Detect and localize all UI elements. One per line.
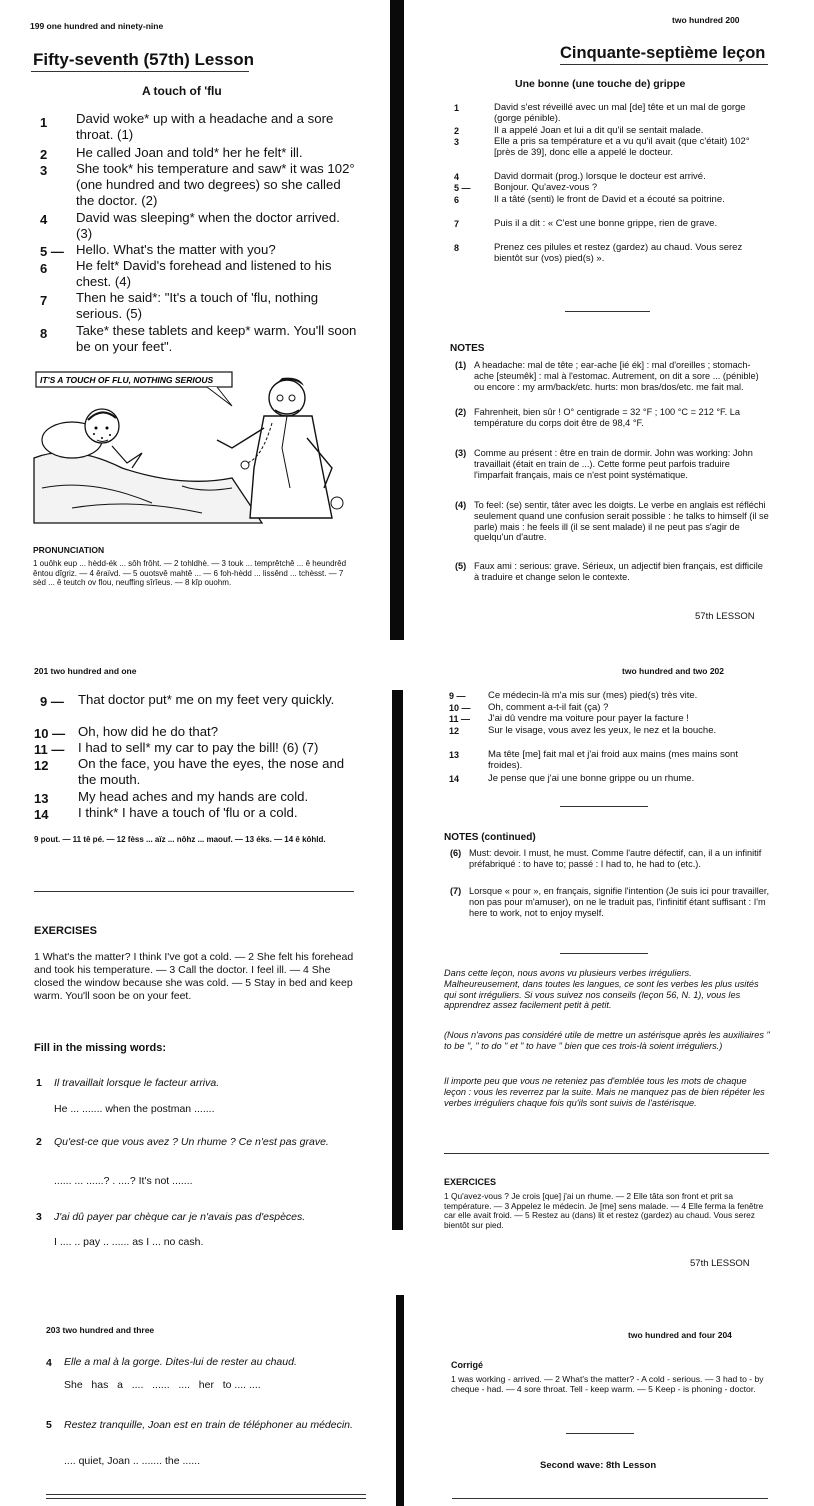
line-number: 4	[454, 172, 460, 182]
second-wave-note: Second wave: 8th Lesson	[540, 1460, 657, 1471]
separator	[560, 806, 648, 807]
french-line: Ce médecin-là m'a mis sur (mes) pied(s) très vite.	[488, 690, 698, 701]
note-text: Fahrenheit, bien sûr ! O° centigrade = 32 °F ; 100 °C = 212 °F. La température du corps doit être de 98,4 °F.	[474, 407, 740, 428]
line-number: 9 —	[40, 694, 64, 709]
exercise-blank[interactable]: .... quiet, Joan .. ....... the ......	[64, 1455, 200, 1467]
page-200-footer: 57th LESSON	[695, 611, 755, 622]
french-line: Il a tâté (senti) le front de David et a écouté sa poitrine.	[494, 194, 725, 205]
gutter-bottom	[396, 1295, 404, 1506]
french-line: Oh, comment a-t-il fait (ça) ?	[488, 702, 609, 713]
line-number: 2	[454, 126, 460, 136]
separator	[565, 311, 650, 312]
gutter-middle	[392, 690, 403, 1230]
line-number: 5 —	[40, 244, 64, 259]
pronunciation-text: 1 ouôhk eup ... hèdd-ék ... sôh frôht. — 2 tohldhè. — 3 touk ... temprêtchê ... ê heundrêd êntou dîgriz. — 4 êraïvd. — 5 ouotsvê mahtê ... — 6 foh-hèdd ... lissênd ... tchèsst. — 7 sèd ... ê teutch ov flou, neuffing sîrîeus. — 8 kîp ouohm.	[33, 559, 347, 587]
pronunciation-text: 9 pout. — 11 tê pé. — 12 fèss ... aïz ... nôhz ... maouf. — 13 éks. — 14 ê kôhld.	[34, 835, 326, 844]
cartoon-caption: IT'S A TOUCH OF FLU, NOTHING SERIOUS	[40, 375, 214, 385]
page-201-header: 201 two hundred and one	[34, 666, 137, 676]
french-line: David dormait (prog.) lorsque le docteur est arrivé.	[494, 171, 706, 182]
line-number: 9 —	[449, 691, 466, 701]
line-number: 8	[454, 243, 460, 253]
english-line: Oh, how did he do that?	[78, 724, 219, 739]
english-line: He called Joan and told* her he felt* ill.	[76, 145, 303, 160]
english-line: Take* these tablets and keep* warm. You'll soon be on your feet".	[76, 323, 357, 354]
french-line: J'ai dû vendre ma voiture pour payer la facture !	[488, 713, 689, 724]
note-text: To feel: (se) sentir, tâter avec les doigts. Le verbe en anglais est réfléchi seulement quand une confusion serait possible : he talks to himself (il se parle) mais : he feels ill (il se sent malade) il ne peut pas s'agir de quelqu'un d'autre.	[474, 500, 769, 543]
line-number: 1	[40, 115, 48, 130]
line-number: 6	[454, 195, 460, 205]
page-bottom-rule	[46, 1498, 366, 1499]
line-number: 3	[454, 137, 460, 147]
exercise-blank[interactable]: I .... .. pay .. ...... as I ... no cash.	[54, 1236, 204, 1248]
exercise-french: Elle a mal à la gorge. Dites-lui de rester au chaud.	[64, 1356, 297, 1368]
english-line: On the face, you have the eyes, the nose and the mouth.	[78, 756, 345, 787]
pronunciation-heading: PRONUNCIATION	[33, 545, 105, 555]
page-bottom-rule	[46, 1494, 366, 1495]
page-199-title: Fifty-seventh (57th) Lesson	[33, 50, 255, 69]
exercise-blank[interactable]: He ... ....... when the postman .......	[54, 1103, 215, 1115]
note-number: (2)	[455, 407, 467, 417]
french-line: Puis il a dit : « C'est une bonne grippe, rien de grave.	[494, 218, 718, 229]
english-line: She took* his temperature and saw* it was 102° (one hundred and two degrees) so she called the doctor. (2)	[76, 161, 355, 208]
english-line: My head aches and my hands are cold.	[78, 789, 309, 804]
line-number: 13	[34, 791, 49, 806]
separator	[34, 891, 354, 892]
english-line: Then he said*: "It's a touch of 'flu, nothing serious. (5)	[76, 290, 319, 321]
corrige-heading: Corrigé	[451, 1360, 484, 1370]
note-number: (5)	[455, 561, 467, 571]
exercise-number: 3	[36, 1211, 42, 1223]
french-line: Il a appelé Joan et lui a dit qu'il se sentait malade.	[494, 125, 704, 136]
line-number: 10 —	[449, 703, 471, 713]
page-202-header: two hundred and two 202	[622, 666, 725, 676]
line-number: 12	[449, 726, 460, 736]
note-text: A headache: mal de tête ; ear-ache [ié ék] : mal d'oreilles ; stomach-ache [steumêk] : mal à l'estomac. Autrement, on dit a sore ... (pénible) ou encore : my arm/back/etc. hurts: mon bras/dos/etc. me fait mal.	[474, 360, 759, 392]
english-line: That doctor put* me on my feet very quickly.	[78, 692, 335, 707]
note-number: (4)	[455, 500, 467, 510]
page-200-title: Cinquante-septième leçon	[560, 44, 766, 62]
page-199-header: 199 one hundred and ninety-nine	[30, 21, 164, 31]
exercise-french: Il travaillait lorsque le facteur arriva.	[54, 1077, 220, 1089]
page-203-header: 203 two hundred and three	[46, 1325, 155, 1335]
english-line: I think* I have a touch of 'flu or a cold.	[78, 805, 298, 820]
fill-in-heading: Fill in the missing words:	[34, 1042, 167, 1054]
page-200-subtitle: Une bonne (une touche de) grippe	[515, 78, 686, 90]
line-number: 13	[449, 750, 460, 760]
english-line: I had to sell* my car to pay the bill! (6) (7)	[78, 740, 319, 755]
english-line: Hello. What's the matter with you?	[76, 242, 276, 257]
note-text: Must: devoir. I must, he must. Comme l'autre défectif, can, il a un infinitif préfabriqué : to have to; passé : I had to, he had to (etc.).	[469, 848, 762, 869]
advice-paragraph: (Nous n'avons pas considéré utile de mettre un astérisque après les auxiliaires " to be ", " to do " et " to have " bien que ces trois-là soient irréguliers.)	[444, 1030, 770, 1051]
french-line: Je pense que j'ai une bonne grippe ou un rhume.	[488, 773, 695, 784]
doctor-cartoon-illustration	[32, 368, 352, 528]
exercise-french: J'ai dû payer par chèque car je n'avais pas d'espèces.	[54, 1211, 306, 1223]
line-number: 11 —	[34, 742, 65, 757]
line-number: 12	[34, 758, 49, 773]
line-number: 6	[40, 261, 48, 276]
exercise-number: 1	[36, 1077, 42, 1089]
line-number: 14	[449, 774, 460, 784]
page-200-header: two hundred 200	[672, 15, 740, 25]
separator	[566, 1433, 634, 1434]
gutter-top	[390, 0, 404, 640]
title-underline	[31, 71, 249, 72]
exercices-heading: EXERCICES	[444, 1177, 497, 1187]
french-line: Bonjour. Qu'avez-vous ?	[494, 182, 598, 193]
page-199-subtitle: A touch of 'flu	[142, 84, 222, 98]
page-bottom-rule	[452, 1498, 768, 1499]
note-text: Faux ami : serious: grave. Sérieux, un adjectif bien français, est difficile à traduire et change selon le contexte.	[474, 561, 763, 582]
title-underline	[560, 64, 768, 65]
line-number: 1	[454, 103, 460, 113]
line-number: 5 —	[454, 183, 471, 193]
advice-paragraph: Dans cette leçon, nous avons vu plusieurs verbes irréguliers. Malheureusement, dans toutes les langues, ce sont les verbes les plus usités qui sont irréguliers. Si vous suivez nos conseils (leçon 56, N. 1), vous les apprendrez assez facilement petit à petit.	[444, 968, 759, 1011]
line-number: 14	[34, 807, 49, 822]
exercices-text: 1 Qu'avez-vous ? Je crois [que] j'ai un rhume. — 2 Elle tâta son front et prit sa température. — 3 Appelez le médecin. Je [me] sens malade. — 4 Elle ferma la fenêtre car elle avait froid. — 5 Restez au (dans) lit et restez (gardez) au chaud. Vous serez bientôt sur pied.	[444, 1191, 764, 1230]
french-line: Sur le visage, vous avez les yeux, le nez et la bouche.	[488, 725, 717, 736]
french-line: Ma tête [me] fait mal et j'ai froid aux mains (mes mains sont froides).	[488, 749, 738, 771]
french-line: Prenez ces pilules et restez (gardez) au chaud. Vous serez bientôt sur (vos) pied(s) ».	[494, 242, 743, 264]
exercise-blank[interactable]: ...... ... ......? . ....? It's not .......	[54, 1175, 193, 1187]
separator	[444, 1153, 769, 1154]
french-line: Elle a pris sa température et a vu qu'il avait (que c'était) 102° [près de 39], donc elle a appelé le docteur.	[494, 136, 750, 158]
note-text: Lorsque « pour », en français, signifie l'intention (Je suis ici pour travailler, non pas pour m'amuser), on ne le traduit pas, l'infinitif étant suffisant : I'm here to work, not to enjoy myself.	[469, 886, 769, 918]
line-number: 3	[40, 163, 48, 178]
exercise-number: 4	[46, 1357, 52, 1369]
page-202-footer: 57th LESSON	[690, 1258, 750, 1269]
exercise-french: Restez tranquille, Joan est en train de téléphoner au médecin.	[64, 1419, 353, 1431]
english-line: David was sleeping* when the doctor arrived. (3)	[76, 210, 340, 241]
advice-paragraph: Il importe peu que vous ne reteniez pas d'emblée tous les mots de chaque leçon : vous les reverrez par la suite. Mais ne manquez pas de bien répéter les verbes irréguliers chaque fois qu'ils sont suivis de l'astérisque.	[444, 1076, 765, 1108]
note-text: Comme au présent : être en train de dormir. John was working: John travaillait (était en train de ...). Cette forme peut parfois traduire l'imparfait français, mais ce n'est point systématique.	[474, 448, 753, 480]
separator	[560, 953, 648, 954]
page-204-header: two hundred and four 204	[628, 1330, 732, 1340]
line-number: 2	[40, 147, 48, 162]
note-number: (1)	[455, 360, 467, 370]
line-number: 7	[40, 293, 48, 308]
line-number: 7	[454, 219, 460, 229]
corrige-text: 1 was working - arrived. — 2 What's the matter? - A cold - serious. — 3 had to - by cheque - had. — 4 sore throat. Tell - keep warm. — 5 Keep - is phoning - doctor.	[451, 1374, 764, 1394]
line-number: 4	[40, 212, 48, 227]
exercises-heading: EXERCISES	[34, 925, 97, 937]
exercise-number: 2	[36, 1136, 42, 1148]
english-line: David woke* up with a headache and a sore throat. (1)	[76, 111, 334, 142]
exercise-blank[interactable]: She has a .... ...... .... her to .... ....	[64, 1379, 261, 1391]
notes-continued-heading: NOTES (continued)	[444, 832, 536, 843]
line-number: 11 —	[449, 714, 471, 724]
notes-heading: NOTES	[450, 343, 485, 354]
line-number: 10 —	[34, 726, 66, 741]
note-number: (3)	[455, 448, 467, 458]
exercise-number: 5	[46, 1419, 52, 1431]
french-line: David s'est réveillé avec un mal [de] tête et un mal de gorge (gorge pénible).	[494, 102, 746, 124]
exercise-french: Qu'est-ce que vous avez ? Un rhume ? Ce n'est pas grave.	[54, 1136, 329, 1148]
line-number: 8	[40, 326, 48, 341]
english-line: He felt* David's forehead and listened to his chest. (4)	[76, 258, 332, 289]
note-number: (6)	[450, 848, 462, 858]
note-number: (7)	[450, 886, 462, 896]
exercises-text: 1 What's the matter? I think I've got a cold. — 2 She felt his forehead and took his temperature. — 3 Call the doctor. I feel ill. — 4 She closed the window because she was cold. — 5 Stay in bed and keep warm. You'll soon be on your feet.	[34, 951, 354, 1002]
